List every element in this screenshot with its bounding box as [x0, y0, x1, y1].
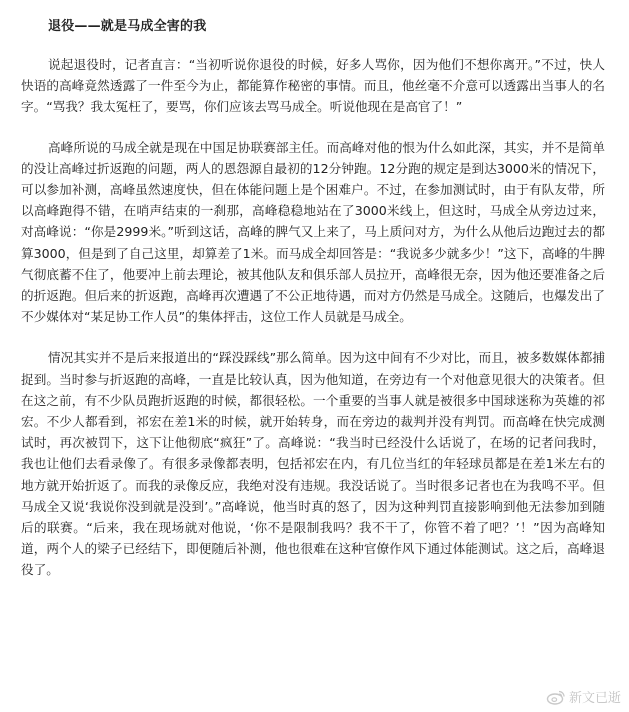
article-paragraph-3: 情况其实并不是后来报道出的“踩没踩线”那么简单。因为这中间有不少对比，而且，被多数媒体都捕捉到。当时参与折返跑的高峰，一直是比较认真，因为他知道，在旁边有一个对他意见很大的决策者。但在这之前，有不少队员跑折返跑的时候，都很轻松。一个重要的当事人就是被很多中国球迷称为英雄的祁宏。不少人都看到，祁宏在差1米的时候，就开始转身，而在旁边的裁判并没有判罚。而高峰在快完成测试时，再次被罚下，这下让他彻底“疯狂”了。高峰说：“我当时已经没什么话说了，在场的记者问我时，我也让他们去看录像了。有很多录像都表明，包括祁宏在内，有几位当红的年轻球员都是在差1米左右的地方就开始折返了。而我的录像反应，我绝对没有违规。我没话说了。当时很多记者也在为我鸣不平。但马成全又说‘我说你没到就是没到’。”高峰说，他当时真的怒了，因为这种判罚直接影响到他无法参加到随后的联赛。“后来，我在现场就对他说，‘你不是限制我吗？我不干了，你管不着了吧？’！”因为高峰知道，两个人的梁子已经结下，即便随后补测，他也很难在这种官僚作风下通过体能测试。这之后，高峰退役了。 [21, 350, 605, 578]
article-paragraph-2: 高峰所说的马成全就是现在中国足协联赛部主任。而高峰对他的恨为什么如此深，其实，并不是简单的没让高峰过折返跑的问题，两人的恩怨源自最初的12分钟跑。12分跑的规定是到达3000米的情况下，可以参加补测，高峰虽然速度快，但在体能问题上是个困难户。不过，在参加测试时，由于有队友带，所以高峰跑得不错，在哨声结束的一刹那，高峰稳稳地站在了3000米线上，但这时，马成全从旁边过来，对高峰说：“你是2999米。”听到这话，高峰的脾气又上来了，马上质问对方，为什么从他后边跑过去的都算3000，但是到了自己这里，却算差了1米。而马成全却回答是：“我说多少就多少！”这下，高峰的牛脾气彻底蓄不住了，他要冲上前去理论，被其他队友和俱乐部人员拉开，高峰很无奈，因为他还要准备之后的折返跑。但后来的折返跑，高峰再次遭遇了不公正地待遇，而对方仍然是马成全。这随后，也爆发出了不少媒体对“某足协工作人员”的集体抨击，这位工作人员就是马成全。 [21, 139, 605, 325]
article-paragraph-1: 说起退役时，记者直言：“当初听说你退役的时候，好多人骂你，因为他们不想你离开。”不过，快人快语的高峰竟然透露了一件至今为止，都能算作秘密的事情。而且，他丝毫不介意可以透露出当事人的名字。“骂我？我太冤枉了，要骂，你们应该去骂马成全。听说他现在是高官了！” [21, 57, 605, 115]
weibo-icon [546, 689, 566, 705]
weibo-watermark [546, 687, 621, 706]
article-title: 退役——就是马成全害的我 [48, 19, 207, 34]
watermark-text: 新文已逝 [568, 691, 621, 706]
